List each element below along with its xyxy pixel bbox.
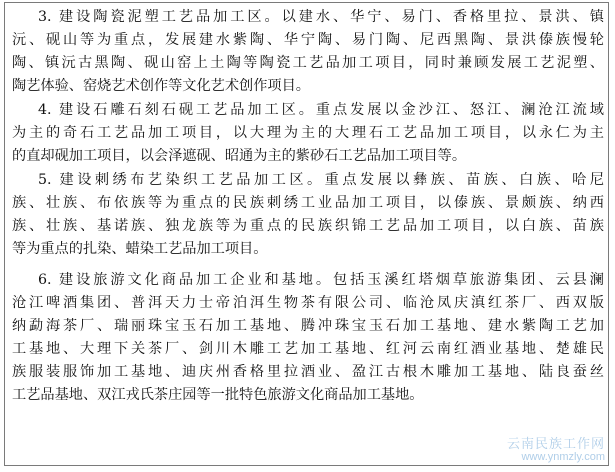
site-watermark [487,436,605,466]
paragraph-line: 为主的奇石工艺品加工项目，以大理为主的大理石工艺品加工项目，以永仁为主 [12,125,604,141]
paragraph-line: 工基地、大理下关茶厂、剑川木雕工艺加工基地、红河云南红酒业基地、楚雄民 [12,341,604,357]
paragraph-line: 族服装服饰加工基地、迪庆州香格里拉酒业、盈江古根木雕加工基地、陆良蚕丝 [12,364,604,380]
paragraph-line: 6. 建设旅游文化商品加工企业和基地。包括玉溪红塔烟草旅游集团、云县澜 [38,272,604,288]
paragraph-line: 沧江啤酒集团、普洱天力士帝泊洱生物茶有限公司、临沧凤庆滇红茶厂、西双版 [12,295,604,311]
paragraph-line: 纳勐海茶厂、瑞丽珠宝玉石加工基地、腾冲珠宝玉石加工基地、建水紫陶工艺加 [12,318,604,334]
paragraph-line: 族、壮族、基诺族、独龙族等为重点的民族织锦工艺品加工项目，以白族、苗族 [12,218,604,234]
paragraph-line: 等为重点的扎染、蜡染工艺品加工项目。 [12,241,268,257]
paragraph-line: 5. 建设刺绣布艺染织工艺品加工区。重点发展以彝族、苗族、白族、哈尼 [38,172,604,188]
paragraph-line: 4. 建设石雕石刻石砚工艺品加工区。重点发展以金沙江、怒江、澜沧江流域 [38,102,604,118]
paragraph-line: 工艺品基地、双江戎氏茶庄园等一批特色旅游文化商品加工基地。 [12,387,424,403]
paragraph-line: 族、壮族、布依族等为重点的民族刺绣工业品加工项目，以傣族、景颇族、纳西 [12,195,604,211]
paragraph-line: 陶艺体验、窑烧艺术创作等文化艺术创作项目。 [12,78,310,94]
paragraph-line: 3. 建设陶瓷泥塑工艺品加工区。以建水、华宁、易门、香格里拉、景洪、镇 [38,9,604,25]
paragraph-line: 沅、砚山等为重点，发展建水紫陶、华宁陶、易门陶、尼西黑陶、景洪傣族慢轮 [12,32,604,48]
paragraph-line: 的直却砚加工项目，以会泽遮砚、昭通为主的紫砂石工艺品加工项目等。 [12,148,467,164]
paragraph-line: 陶、镇沅古黑陶、砚山窑上土陶等陶瓷工艺品加工项目，同时兼顾发展工艺泥塑、 [12,55,604,71]
watermark-title: 云南民族工作网 [506,436,605,451]
watermark-url: www.ynmzly.com [521,451,605,463]
